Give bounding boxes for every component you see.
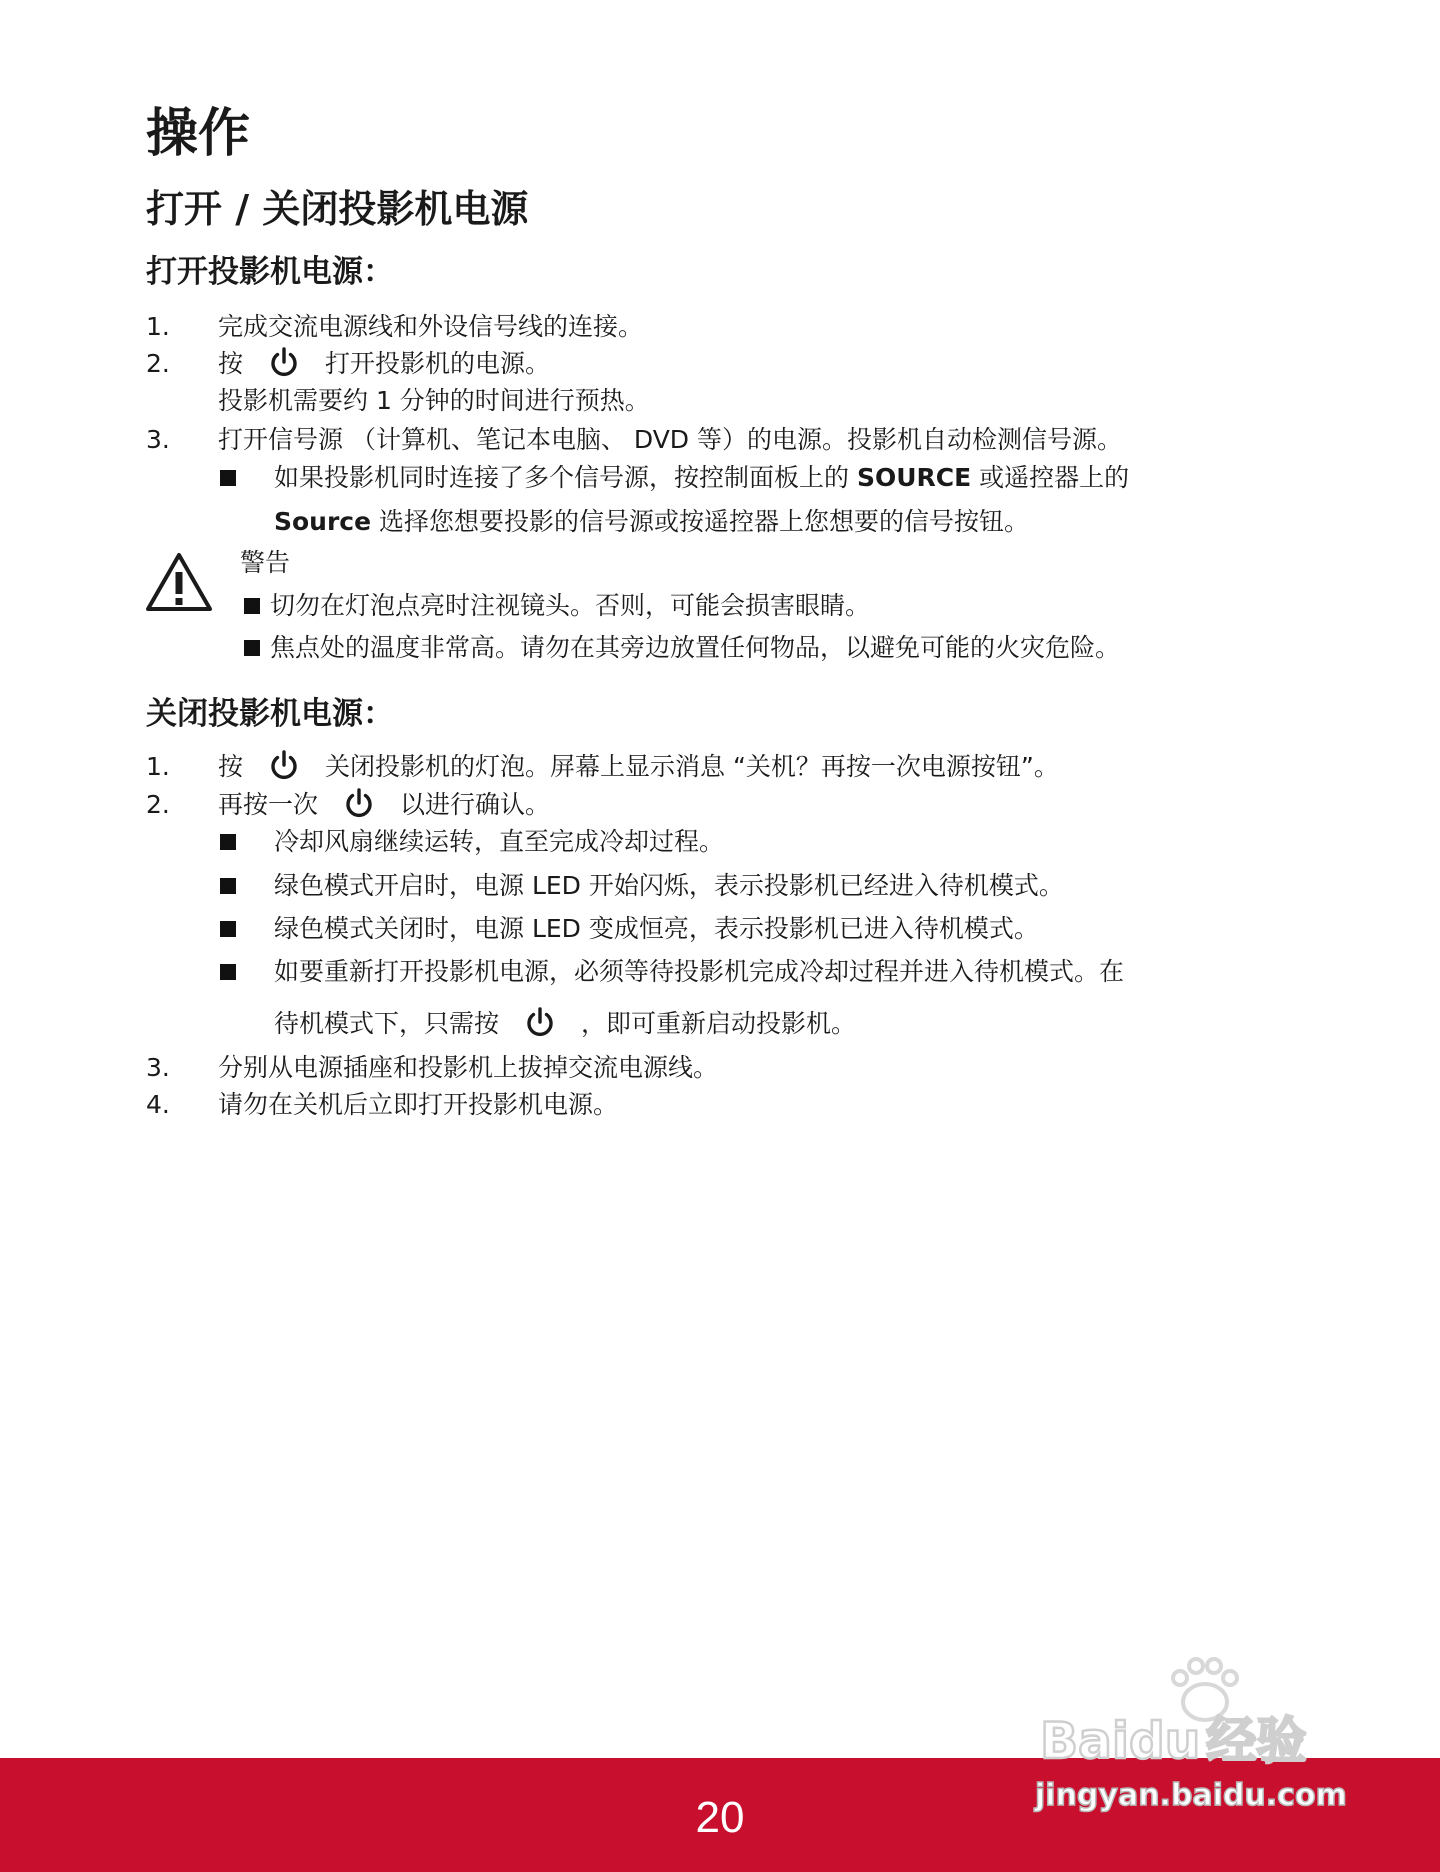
bullet-text: 冷却风扇继续运转，直至完成冷却过程。 xyxy=(274,827,725,856)
step-text-before: 按 xyxy=(218,349,244,378)
bullet-square xyxy=(220,921,236,937)
warning-title: 警告 xyxy=(240,548,291,577)
bullet-text: Source 选择您想要投影的信号源或按遥控器上您想要的信号按钮。 xyxy=(274,507,1030,536)
svg-text:Baidu经验: Baidu 经验 xyxy=(1040,1712,1307,1770)
bullet-square xyxy=(220,878,236,894)
step-text: 分别从电源插座和投影机上拔掉交流电源线。 xyxy=(218,1053,719,1082)
step-number: 4. xyxy=(146,1090,170,1119)
warning-item: 焦点处的温度非常高。请勿在其旁边放置任何物品，以避免可能的火灾危险。 xyxy=(270,633,1121,662)
power-icon xyxy=(523,1005,557,1039)
section-title: 打开 / 关闭投影机电源 xyxy=(146,187,529,231)
bullet-square xyxy=(244,598,260,614)
svg-text:jingyan.baidu.com: jingyan.baidu.com xyxy=(1035,1778,1347,1813)
step-number: 1. xyxy=(146,752,170,781)
step-number: 2. xyxy=(146,349,170,378)
power-icon xyxy=(342,786,376,820)
power-icon xyxy=(267,748,301,782)
bullet-square xyxy=(220,470,236,486)
step-text: 完成交流电源线和外设信号线的连接。 xyxy=(218,312,644,341)
step-text-after: 打开投影机的电源。 xyxy=(325,349,551,378)
step-number: 1. xyxy=(146,312,170,341)
power-off-heading: 关闭投影机电源： xyxy=(146,696,394,732)
source-keyword: Source xyxy=(274,507,372,536)
page-number: 20 xyxy=(695,1793,745,1842)
step-number: 3. xyxy=(146,425,170,454)
power-on-heading: 打开投影机电源： xyxy=(146,254,394,290)
bullet-square xyxy=(220,834,236,850)
step-number: 3. xyxy=(146,1053,170,1082)
bullet-square xyxy=(220,964,236,980)
bullet-text: 绿色模式关闭时，电源 LED 变成恒亮，表示投影机已进入待机模式。 xyxy=(274,914,1039,943)
warning-icon xyxy=(144,550,214,614)
step-text: 打开信号源 （计算机、笔记本电脑、 DVD 等）的电源。投影机自动检测信号源。 xyxy=(218,425,1123,454)
step-text xyxy=(218,347,550,382)
page-title: 操作 xyxy=(146,104,251,164)
step-number: 2. xyxy=(146,790,170,819)
bullet-text: 如要重新打开投影机电源，必须等待投影机完成冷却过程并进入待机模式。在 xyxy=(274,957,1125,986)
step-text: 再按一次 以进行确认。 xyxy=(218,788,550,823)
power-icon xyxy=(267,345,301,379)
bullet-text: 如果投影机同时连接了多个信号源，按控制面板上的 SOURCE 或遥控器上的 xyxy=(274,463,1130,492)
baidu-watermark xyxy=(1030,1650,1350,1820)
bullet-text: 待机模式下，只需按 ，即可重新启动投影机。 xyxy=(274,1007,856,1042)
bullet-text: 绿色模式开启时，电源 LED 开始闪烁，表示投影机已经进入待机模式。 xyxy=(274,871,1064,900)
source-keyword: SOURCE xyxy=(856,463,972,492)
step-text: 按 关闭投影机的灯泡。屏幕上显示消息 “关机？再按一次电源按钮”。 xyxy=(218,750,1059,785)
step-note: 投影机需要约 1 分钟的时间进行预热。 xyxy=(218,386,650,415)
warning-item: 切勿在灯泡点亮时注视镜头。否则，可能会损害眼睛。 xyxy=(270,591,871,620)
step-text: 请勿在关机后立即打开投影机电源。 xyxy=(218,1090,619,1119)
bullet-square xyxy=(244,640,260,656)
